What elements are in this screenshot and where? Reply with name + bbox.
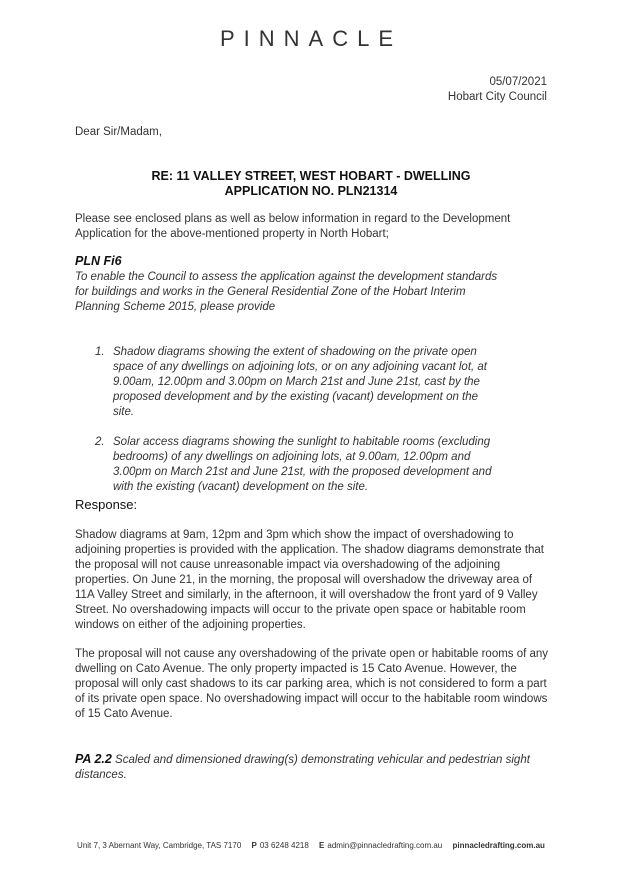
footer [0, 841, 622, 850]
letter-date: 05/07/2021 [489, 76, 547, 88]
date-recipient-block [448, 75, 547, 105]
list-item-number: 2. [95, 436, 105, 448]
list-item [75, 435, 495, 495]
footer-email: admin@pinnacledrafting.com.au [327, 841, 443, 850]
subject-heading [75, 169, 547, 199]
recipient: Hobart City Council [447, 91, 547, 103]
company-logo: PINNACLE [219, 26, 403, 51]
footer-address: Unit 7, 3 Abernant Way, Cambridge, TAS 7170 [77, 841, 242, 850]
response-paragraph-1: Shadow diagrams at 9am, 12pm and 3pm which show the impact of overshadowing to adjoining properties is provided with the application. The shadow diagrams demonstrate that the proposal will not cause unreasonable impact via overshadowing of the adjoining properties. On June 21, in the morning, the proposal will overshadow the driveway area of 11A Valley Street and similarly, in the afternoon, it will overshadow the front yard of 9 Valley Street. No overshadowing impacts will occur to the private open space or habitable room windows on either of the adjoining properties. [75, 529, 545, 631]
list-item-text: Solar access diagrams showing the sunlight to habitable rooms (excluding bedrooms) of any dwellings on adjoining lots, at 9.00am, 12.00pm and 3.00pm on March 21st and June 21st, with the proposed development and with the existing (vacant) development on the site. [113, 436, 492, 493]
pa-request [75, 752, 535, 783]
subject-line-1: RE: 11 VALLEY STREET, WEST HOBART - DWELLING [151, 169, 471, 183]
salutation: Dear Sir/Madam, [75, 126, 162, 138]
pa-code: PA 2.2 [75, 752, 112, 766]
list-item-text: Shadow diagrams showing the extent of shadowing on the private open space of any dwellings on adjoining lots, or on any adjoining vacant lot, at 9.00am, 12.00pm and 3.00pm on March 21st and June 21st, cast by the proposed development and by the existing (vacant) development on the site. [113, 346, 487, 418]
response-heading: Response: [75, 497, 138, 512]
footer-phone: 03 6248 4218 [259, 841, 309, 850]
list-item-number: 1. [95, 346, 105, 358]
request-description: To enable the Council to assess the application against the development standards for buildings and works in the General Residential Zone of the Hobart Interim Planning Scheme 2015, please provide [75, 271, 498, 313]
response-paragraph-2: The proposal will not cause any overshadowing of the private open or habitable rooms of any dwelling on Cato Avenue. The only property impacted is 15 Cato Avenue. However, the proposal will only cast shadows to its car parking area, which is not considered to form a part of its private open space. No overshadowing impact will occur to the habitable room windows of 15 Cato Avenue. [75, 648, 549, 720]
list-item [75, 345, 495, 420]
footer-phone-label: P [251, 841, 257, 850]
pa-text: Scaled and dimensioned drawing(s) demonstrating vehicular and pedestrian sight distances. [75, 754, 530, 781]
intro-paragraph: Please see enclosed plans as well as below information in regard to the Development Application for the above-mentioned property in North Hobart; [75, 213, 511, 240]
footer-website: pinnacledrafting.com.au [452, 841, 545, 850]
request-code: PLN Fi6 [75, 254, 122, 268]
request-list [75, 345, 495, 510]
footer-email-label: E [319, 841, 325, 850]
subject-line-2: APPLICATION NO. PLN21314 [224, 184, 398, 198]
